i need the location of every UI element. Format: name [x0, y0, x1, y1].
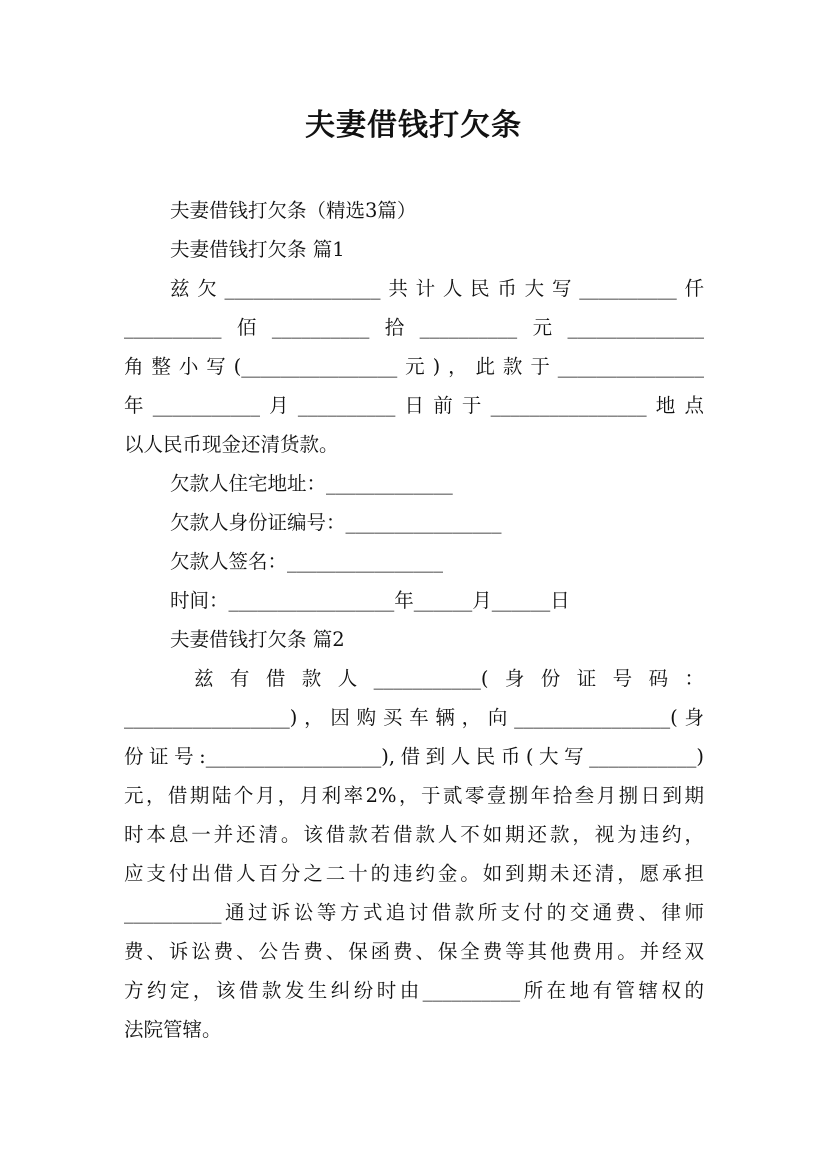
text-line: 兹有借款人___________(身份证号码： [194, 667, 704, 690]
id-number-field-line: 欠款人身份证编号：________________ [170, 511, 502, 534]
text-line: 法院管辖。 [124, 1018, 222, 1041]
section-heading-2: 夫妻借钱打欠条 篇2 [170, 628, 345, 651]
text-line: 方约定，该借款发生纠纷时由__________所在地有管辖权的 [124, 979, 704, 1002]
text-line: 应支付出借人百分之二十的违约金。如到期未还清，愿承担 [124, 862, 704, 885]
text-line: __________佰__________拾__________元______________ [124, 316, 705, 339]
text-line: 份证号:__________________),借到人民币(大写___________) [124, 745, 704, 768]
address-field-line: 欠款人住宅地址：_____________ [170, 472, 453, 495]
document-title: 夫妻借钱打欠条 [305, 108, 522, 143]
text-line: 费、诉讼费、公告费、保函费、保全费等其他费用。并经双 [124, 940, 704, 963]
signature-field-line: 欠款人签名：________________ [170, 550, 444, 573]
text-line: 以人民币现金还清货款。 [124, 433, 339, 456]
section-heading-1: 夫妻借钱打欠条 篇1 [170, 238, 345, 261]
text-line: 兹欠________________共计人民币大写__________仟 [170, 277, 704, 300]
text-line: _________________)，因购买车辆，向________________(身 [124, 706, 704, 729]
text-line: __________通过诉讼等方式追讨借款所支付的交通费、律师 [124, 901, 704, 924]
date-field-line: 时间：_________________年______月______日 [170, 589, 570, 612]
doc-subtitle: 夫妻借钱打欠条（精选3篇） [170, 199, 417, 222]
text-line: 角整小写(________________元)，此款于_______________ [124, 355, 704, 378]
text-line: 时本息一并还清。该借款若借款人不如期还款，视为违约， [124, 823, 704, 846]
text-line: 年___________月__________日前于________________地点 [124, 394, 704, 417]
text-line: 元，借期陆个月，月利率2%，于贰零壹捌年拾叁月捌日到期 [124, 784, 704, 807]
